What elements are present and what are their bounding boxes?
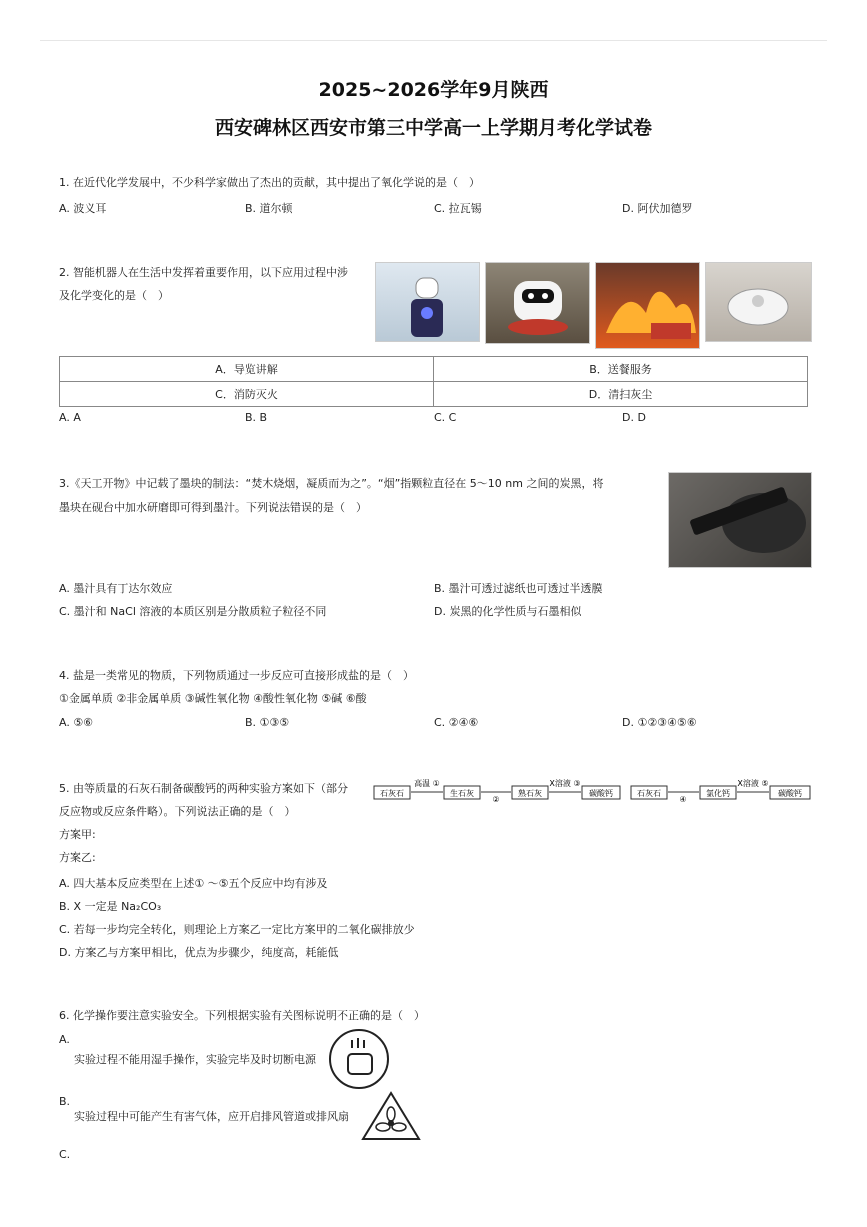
q5-option-a[interactable]: A. 四大基本反应类型在上述① ～⑤五个反应中均有涉及 <box>59 877 328 890</box>
q2-table-a: A．导览讲解 <box>60 357 434 382</box>
q5-option-b[interactable]: B. X 一定是 Na₂CO₃ <box>59 900 162 913</box>
flow-a-label-2: X溶液 ③ <box>549 779 581 788</box>
q6-option-b-text: 实验过程中可能产生有害气体，应开启排风管道或排风扇 <box>74 1110 349 1123</box>
q5-flow-diagram <box>373 778 813 808</box>
q1-option-c[interactable]: C. 拉瓦锡 <box>434 202 482 215</box>
flow-b-node-2: 碳酸钙 <box>778 789 802 798</box>
flow-scheme-a <box>374 778 620 804</box>
exhaust-fan-icon <box>360 1090 422 1142</box>
wet-hand-warning-icon <box>328 1028 390 1090</box>
q6-stem: 6. 化学操作要注意实验安全。下列根据实验有关图标说明不正确的是（ ） <box>59 1009 425 1022</box>
q1-stem: 1. 在近代化学发展中，不少科学家做出了杰出的贡献，其中提出了氧化学说的是（ ） <box>59 176 480 189</box>
flow-a-label-0: 高温 ① <box>414 779 440 788</box>
q3-option-b[interactable]: B. 墨汁可透过滤纸也可透过半透膜 <box>434 582 603 595</box>
q4-option-c[interactable]: C. ②④⑥ <box>434 716 479 729</box>
flow-b-label-1: X溶液 ⑤ <box>737 779 769 788</box>
q1-option-b[interactable]: B. 道尔顿 <box>245 202 293 215</box>
flow-a-node-1: 生石灰 <box>450 789 474 798</box>
flow-a-label-1: ② <box>492 795 500 804</box>
q2-option-a[interactable]: A. A <box>59 411 81 424</box>
q4-option-a[interactable]: A. ⑤⑥ <box>59 716 94 729</box>
firefighting-robot-image <box>595 262 700 349</box>
q2-option-b[interactable]: B. B <box>245 411 268 424</box>
q6-option-a-text: 实验过程不能用湿手操作，实验完毕及时切断电源 <box>74 1053 316 1066</box>
delivery-robot-image <box>485 262 590 344</box>
q2-table-b: B．送餐服务 <box>434 357 808 382</box>
flow-b-label-0: ④ <box>679 795 687 804</box>
q3-stem-1: 3.《天工开物》中记载了墨块的制法：“焚木烧烟，凝质而为之”。“烟”指颗粒直径在 5～10 nm 之间的炭黑，将 <box>59 477 604 490</box>
q2-table-d: D．清扫灰尘 <box>434 382 808 407</box>
flow-a-node-3: 碳酸钙 <box>589 789 613 798</box>
q2-stem-1: 2. 智能机器人在生活中发挥着重要作用，以下应用过程中涉 <box>59 266 348 279</box>
flow-scheme-b <box>631 778 810 804</box>
q2-option-c[interactable]: C. C <box>434 411 457 424</box>
title-line-1: 2025~2026学年9月陕西 <box>318 79 549 101</box>
q4-option-b[interactable]: B. ①③⑤ <box>245 716 290 729</box>
title-line-2: 西安碑林区西安市第三中学高一上学期月考化学试卷 <box>214 117 652 139</box>
q6-option-a[interactable]: A. <box>59 1033 70 1046</box>
sweeping-robot-image <box>705 262 812 342</box>
top-rule <box>40 40 827 41</box>
q5-option-d[interactable]: D. 方案乙与方案甲相比，优点为步骤少，纯度高，耗能低 <box>59 946 339 959</box>
q2-option-d[interactable]: D. D <box>622 411 646 424</box>
q4-option-d[interactable]: D. ①②③④⑤⑥ <box>622 716 697 729</box>
q5-plan-a: 方案甲: <box>59 828 96 841</box>
q5-option-c[interactable]: C. 若每一步均完全转化，则理论上方案乙一定比方案甲的二氧化碳排放少 <box>59 923 415 936</box>
q4-items: ①金属单质 ②非金属单质 ③碱性氧化物 ④酸性氧化物 ⑤碱 ⑥酸 <box>59 692 367 705</box>
q4-stem: 4. 盐是一类常见的物质，下列物质通过一步反应可直接形成盐的是（ ） <box>59 669 414 682</box>
q3-stem-2: 墨块在砚台中加水研磨即可得到墨汁。下列说法错误的是（ ） <box>59 501 367 514</box>
q3-option-d[interactable]: D. 炭黑的化学性质与石墨相似 <box>434 605 582 618</box>
guide-robot-image <box>375 262 480 342</box>
flow-a-node-2: 熟石灰 <box>518 789 542 798</box>
ink-stick-image <box>668 472 812 568</box>
q5-plan-b: 方案乙: <box>59 851 96 864</box>
q5-stem-2: 反应物或反应条件略）。下列说法正确的是（ ） <box>59 805 296 818</box>
q3-option-a[interactable]: A. 墨汁具有丁达尔效应 <box>59 582 173 595</box>
flow-b-node-0: 石灰石 <box>637 789 661 798</box>
q3-option-c[interactable]: C. 墨汁和 NaCl 溶液的本质区别是分散质粒子粒径不同 <box>59 605 327 618</box>
q1-option-a[interactable]: A. 波义耳 <box>59 202 107 215</box>
q6-option-b[interactable]: B. <box>59 1095 71 1108</box>
q1-option-d[interactable]: D. 阿伏加德罗 <box>622 202 693 215</box>
q2-table-c: C．消防灭火 <box>60 382 434 407</box>
q6-option-c[interactable]: C. <box>59 1148 71 1161</box>
q5-stem-1: 5. 由等质量的石灰石制备碳酸钙的两种实验方案如下（部分 <box>59 782 348 795</box>
flow-a-node-0: 石灰石 <box>380 789 404 798</box>
q2-stem-2: 及化学变化的是（ ） <box>59 289 169 302</box>
q2-options-table <box>59 356 808 407</box>
flow-b-node-1: 氯化钙 <box>706 789 730 798</box>
